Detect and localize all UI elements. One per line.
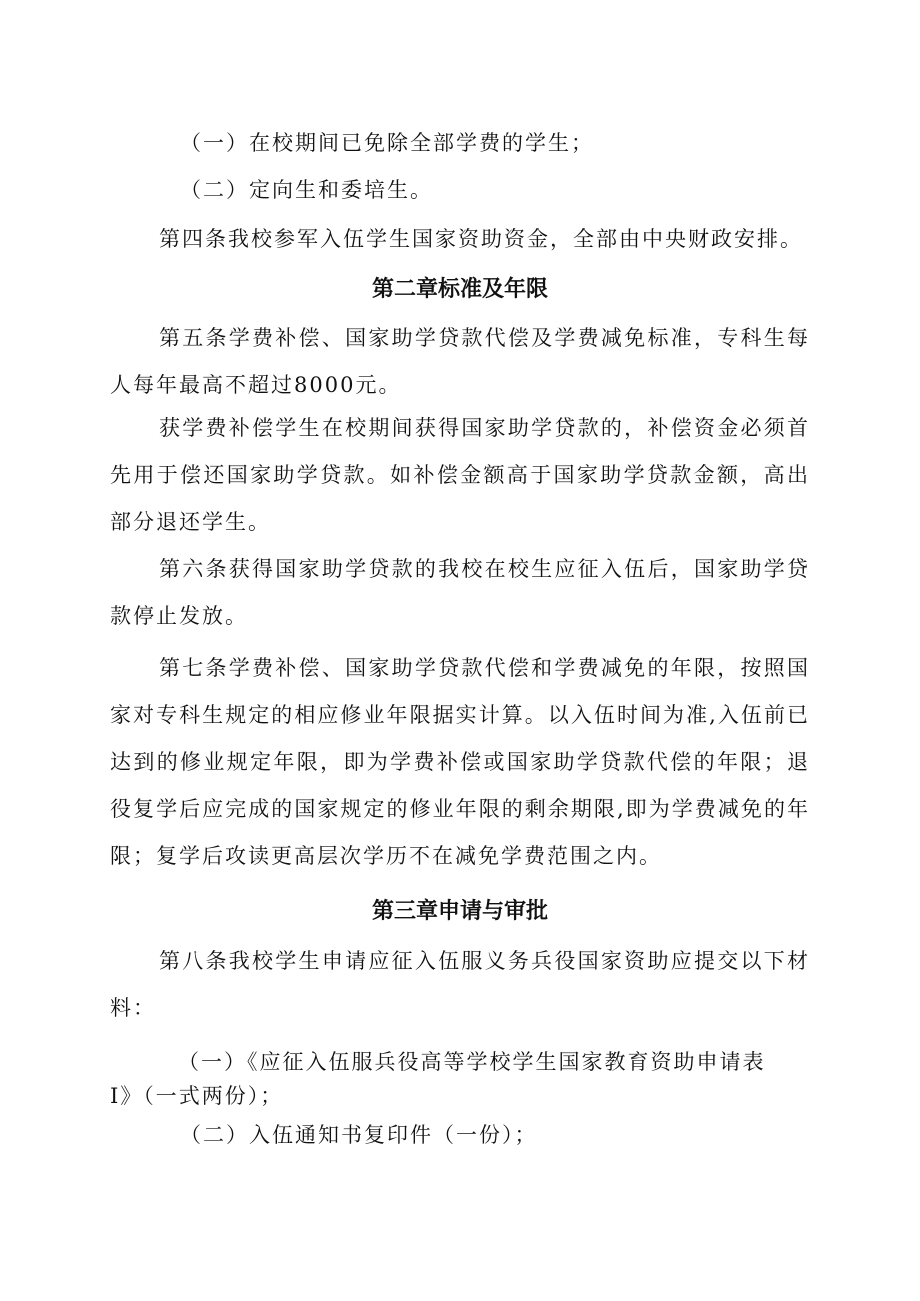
list-item-exempted-students: （一）在校期间已免除全部学费的学生； xyxy=(180,131,594,155)
list-item-application-form xyxy=(110,1045,810,1113)
application-form-line-1: （一）《应征入伍服兵役高等学校学生国家教育资助申请表 xyxy=(178,1050,766,1074)
article-6-paragraph: 第六条获得国家助学贷款的我校在校生应征入伍后，国家助学贷款停止发放。 xyxy=(110,557,810,628)
article-8-paragraph: 第八条我校学生申请应征入伍服义务兵役国家资助应提交以下材料： xyxy=(110,949,810,1020)
article-7-paragraph: 第七条学费补偿、国家助学贷款代偿和学费减免的年限，按照国家对专科生规定的相应修业年限据实计算。以入伍时间为准,入伍前已达到的修业规定年限，即为学费补偿或国家助学贷款代偿的年限；退役复学后应完成的国家规定的修业年限的剩余期限,即为学费减免的年限；复学后攻读更高层次学历不在减免学费范围之内。 xyxy=(110,656,810,868)
article-5-paragraph: 第五条学费补偿、国家助学贷款代偿及学费减免标准，专科生每人每年最高不超过8000元。 xyxy=(110,326,810,397)
chapter-3-heading: 第三章申请与审批 xyxy=(371,899,548,924)
compensation-repayment-paragraph: 获学费补偿学生在校期间获得国家助学贷款的，补偿资金必须首先用于偿还国家助学贷款。如补偿金额高于国家助学贷款金额，高出部分退还学生。 xyxy=(110,416,810,534)
article-4-paragraph: 第四条我校参军入伍学生国家资助资金，全部由中央财政安排。 xyxy=(159,227,803,251)
chapter-2-heading: 第二章标准及年限 xyxy=(371,277,548,302)
list-item-enlistment-notice: （二）入伍通知书复印件（一份）； xyxy=(180,1123,538,1147)
application-form-line-2: I》（一式两份）； xyxy=(110,1084,284,1108)
list-item-directed-students: （二）定向生和委培生。 xyxy=(180,178,433,202)
